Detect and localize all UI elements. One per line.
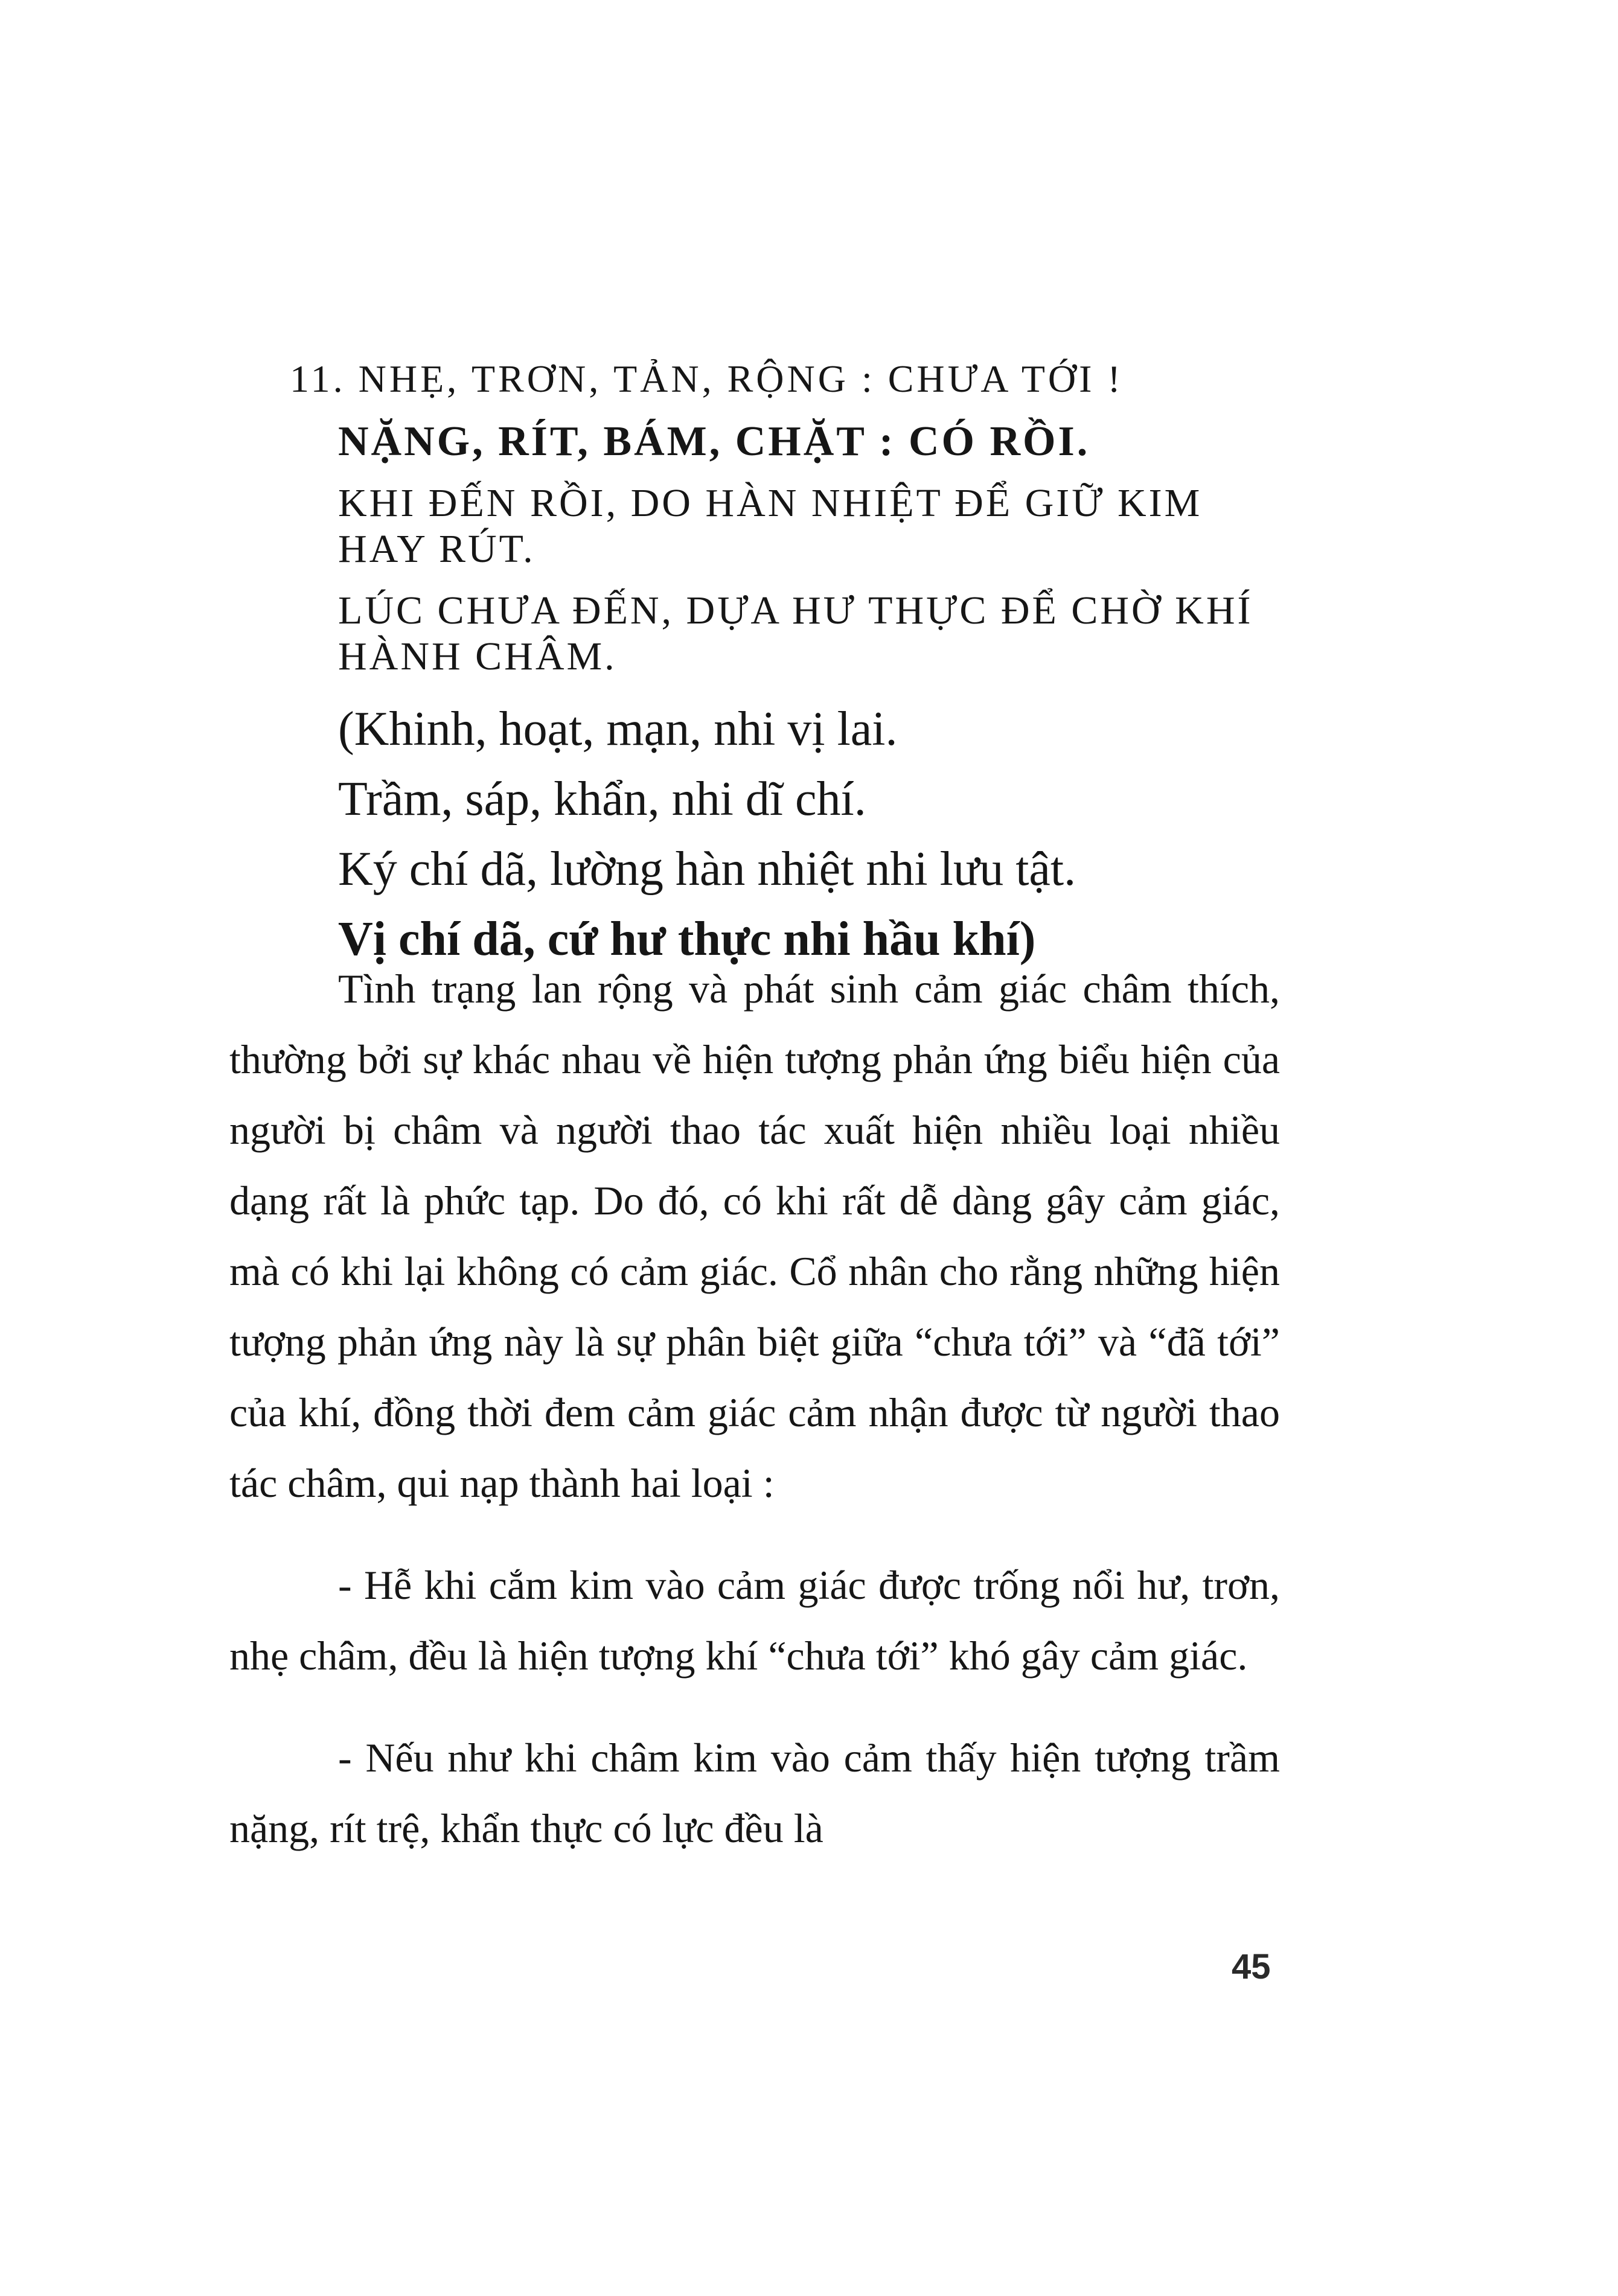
heading-line-2: NẶNG, RÍT, BÁM, CHẶT : CÓ RỒI. [338, 418, 1090, 465]
section-heading [290, 356, 1352, 680]
heading-line-4b: HÀNH CHÂM. [338, 634, 617, 678]
heading-line-3a: KHI ĐẾN RỒI, DO HÀN NHIỆT ĐỂ GIỮ KIM [338, 481, 1203, 525]
transliteration-line-4: Vị chí dã, cứ hư thực nhi hầu khí) [338, 913, 1036, 966]
transliteration-block [338, 694, 1364, 974]
transliteration-line-1: (Khinh, hoạt, mạn, nhi vị lai. [338, 703, 898, 756]
heading-line-3b: HAY RÚT. [338, 527, 536, 571]
body-text [229, 954, 1280, 1864]
heading-line-1: 11. NHẸ, TRƠN, TẢN, RỘNG : CHƯA TỚI ! [290, 357, 1124, 400]
bullet-item-2: - Nếu như khi châm kim vào cảm thấy hiện tượng trầm nặng, rít trệ, khẩn thực có lực đều là [229, 1735, 1280, 1851]
page-number: 45 [1232, 1947, 1271, 1986]
bullet-item-1: - Hễ khi cắm kim vào cảm giác được trống nổi hư, trơn, nhẹ châm, đều là hiện tượng khí “chưa tới” khó gây cảm giác. [229, 1562, 1280, 1679]
heading-line-4a: LÚC CHƯA ĐẾN, DỰA HƯ THỰC ĐỂ CHỜ KHÍ [338, 588, 1253, 633]
body-paragraph: Tình trạng lan rộng và phát sinh cảm giác châm thích, thường bởi sự khác nhau về hiện tượng phản ứng biểu hiện của người bị châm và người thao tác xuất hiện nhiều loại nhiều dạng rất là phức tạp. Do đó, có khi rất dễ dàng gây cảm giác, mà có khi lại không có cảm giác. Cổ nhân cho rằng những hiện tượng phản ứng này là sự phân biệt giữa “chưa tới” và “đã tới” của khí, đồng thời đem cảm giác cảm nhận được từ người thao tác châm, qui nạp thành hai loại : [229, 966, 1280, 1506]
transliteration-line-2: Trầm, sáp, khẩn, nhi dĩ chí. [338, 773, 866, 826]
transliteration-line-3: Ký chí dã, lường hàn nhiệt nhi lưu tật. [338, 843, 1076, 896]
